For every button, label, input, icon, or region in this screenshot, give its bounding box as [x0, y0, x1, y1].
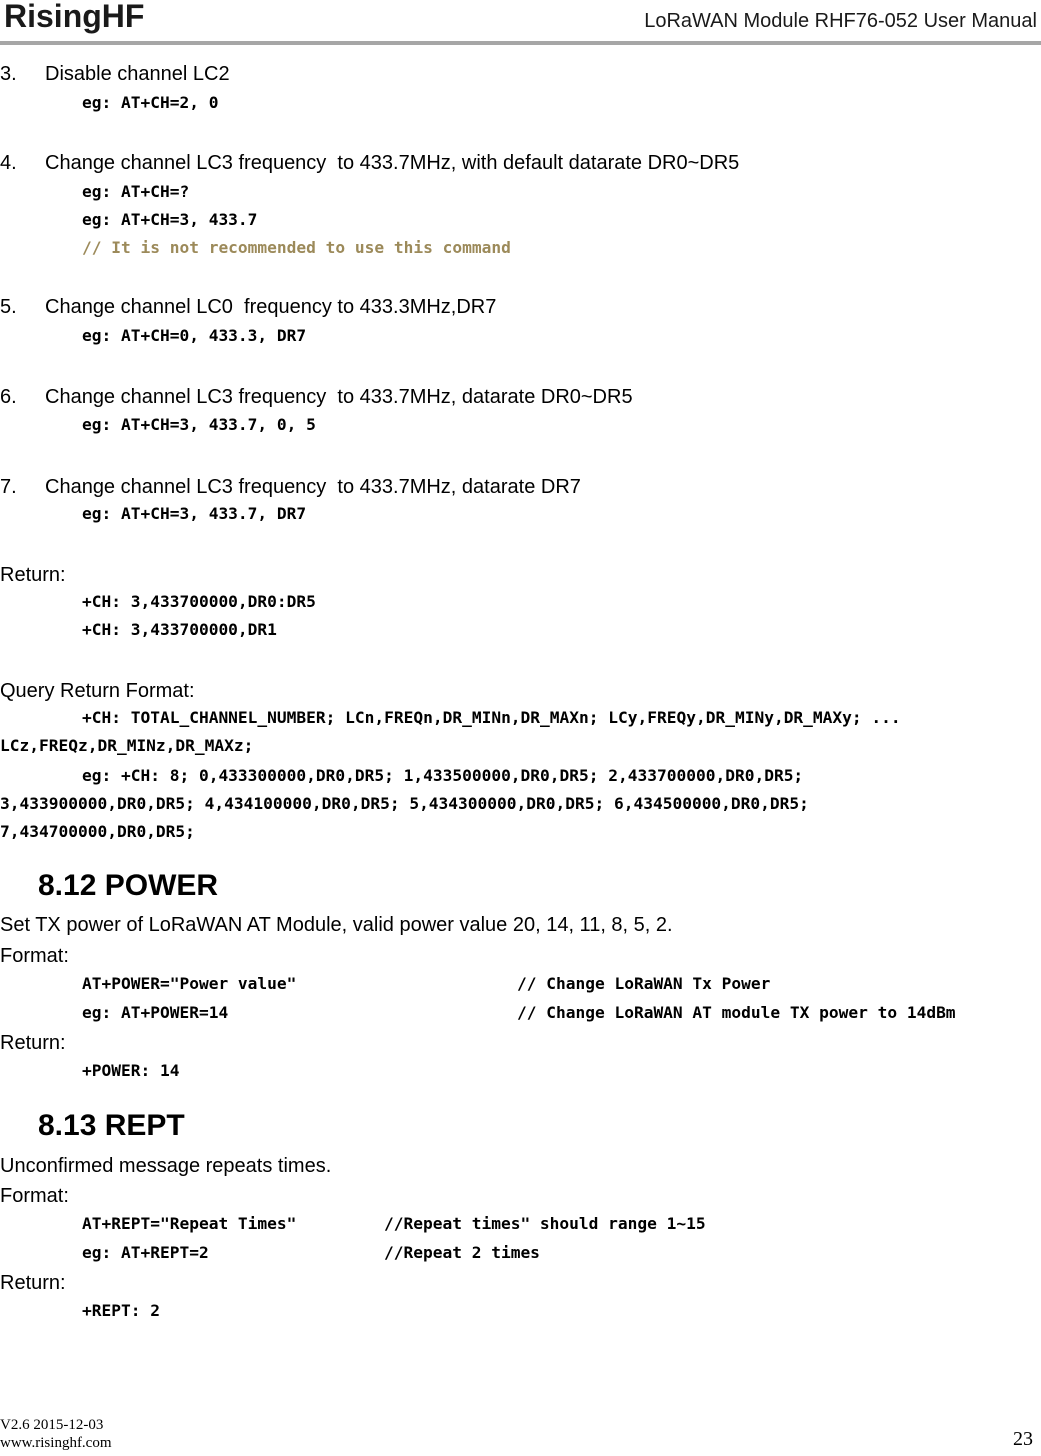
example-description: Change channel LC3 frequency to 433.7MHz, datarate DR7	[45, 476, 581, 498]
command-example: eg: AT+REPT=2	[82, 1243, 209, 1262]
return-label: Return:	[0, 564, 66, 586]
code-comment: //Repeat times" should range 1~15	[384, 1214, 706, 1233]
example-number: 4.	[0, 152, 17, 174]
example-number: 5.	[0, 296, 17, 318]
footer-website: www.risinghf.com	[0, 1435, 112, 1451]
section-heading-power: 8.12 POWER	[38, 869, 219, 902]
example-code: eg: AT+CH=2, 0	[82, 93, 219, 112]
section-description: Unconfirmed message repeats times.	[0, 1155, 332, 1177]
example-description: Change channel LC3 frequency to 433.7MHz, with default datarate DR0~DR5	[45, 152, 740, 174]
return-label: Return:	[0, 1272, 66, 1294]
section-heading-rept: 8.13 REPT	[38, 1109, 185, 1142]
example-description: Change channel LC3 frequency to 433.7MHz, datarate DR0~DR5	[45, 386, 633, 408]
return-line: +REPT: 2	[82, 1301, 160, 1320]
footer-version: V2.6 2015-12-03	[0, 1417, 104, 1433]
brand-logo-text: RisingHF	[4, 0, 145, 34]
code-comment: // Change LoRaWAN Tx Power	[517, 974, 771, 993]
query-format-line: +CH: TOTAL_CHANNEL_NUMBER; LCn,FREQn,DR_MINn,DR_MAXn; LCy,FREQy,DR_MINy,DR_MAXy; ...	[82, 708, 901, 727]
return-line: +CH: 3,433700000,DR0:DR5	[82, 592, 316, 611]
example-description: Disable channel LC2	[45, 63, 230, 85]
query-example-line: 3,433900000,DR0,DR5; 4,434100000,DR0,DR5; 5,434300000,DR0,DR5; 6,434500000,DR0,DR5;	[0, 794, 809, 813]
command-syntax: AT+REPT="Repeat Times"	[82, 1214, 297, 1233]
query-format-line: LCz,FREQz,DR_MINz,DR_MAXz;	[0, 736, 254, 755]
format-label: Format:	[0, 945, 69, 967]
example-code: eg: AT+CH=?	[82, 182, 190, 201]
query-example-line: eg: +CH: 8; 0,433300000,DR0,DR5; 1,433500000,DR0,DR5; 2,433700000,DR0,DR5;	[82, 766, 804, 785]
return-line: +POWER: 14	[82, 1061, 180, 1080]
page-number: 23	[1013, 1428, 1033, 1450]
command-syntax: AT+POWER="Power value"	[82, 974, 297, 993]
example-number: 6.	[0, 386, 17, 408]
example-code: eg: AT+CH=0, 433.3, DR7	[82, 326, 307, 345]
query-example-line: 7,434700000,DR0,DR5;	[0, 822, 195, 841]
code-comment: // It is not recommended to use this command	[82, 238, 511, 257]
return-line: +CH: 3,433700000,DR1	[82, 620, 277, 639]
example-code: eg: AT+CH=3, 433.7, 0, 5	[82, 415, 316, 434]
example-description: Change channel LC0 frequency to 433.3MHz,DR7	[45, 296, 497, 318]
query-format-label: Query Return Format:	[0, 680, 195, 702]
example-number: 7.	[0, 476, 17, 498]
example-code: eg: AT+CH=3, 433.7, DR7	[82, 504, 307, 523]
code-comment: //Repeat 2 times	[384, 1243, 540, 1262]
code-comment: // Change LoRaWAN AT module TX power to 14dBm	[517, 1003, 956, 1022]
example-code: eg: AT+CH=3, 433.7	[82, 210, 258, 229]
section-description: Set TX power of LoRaWAN AT Module, valid power value 20, 14, 11, 8, 5, 2.	[0, 914, 673, 936]
format-label: Format:	[0, 1185, 69, 1207]
command-example: eg: AT+POWER=14	[82, 1003, 229, 1022]
header-divider	[0, 41, 1041, 45]
example-number: 3.	[0, 63, 17, 85]
return-label: Return:	[0, 1032, 66, 1054]
document-title: LoRaWAN Module RHF76-052 User Manual	[644, 10, 1037, 32]
